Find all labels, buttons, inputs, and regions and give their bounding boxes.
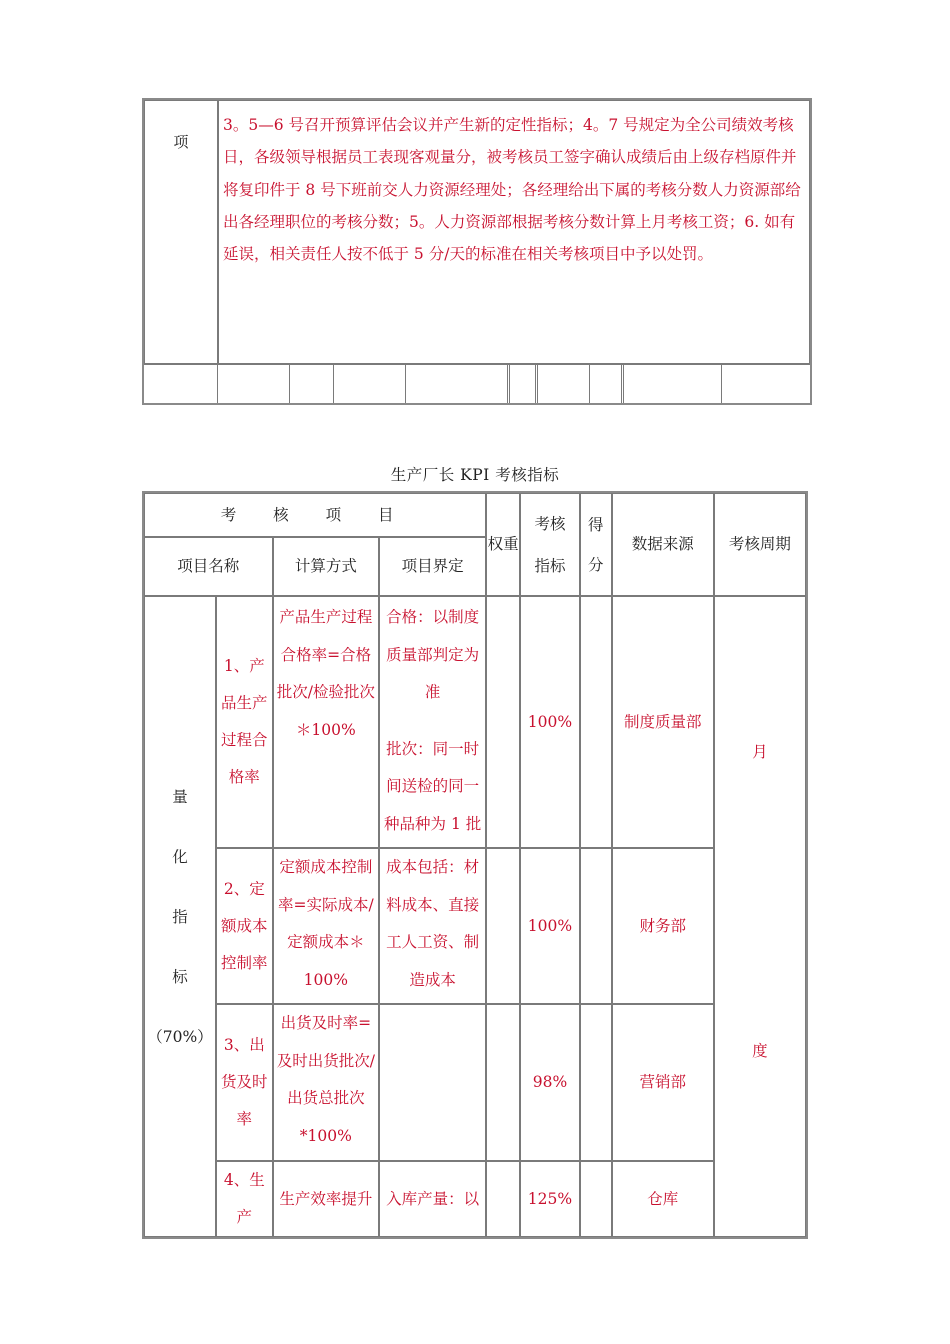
- period-cell: [714, 596, 806, 1237]
- item-source: 仓库: [612, 1161, 714, 1237]
- item-source: 财务部: [612, 848, 714, 1004]
- col-scope: 项目界定: [379, 537, 486, 596]
- item-scope-part: 合格：以制度质量部判定为准: [386, 608, 480, 701]
- item-calc: 生产效率提升: [273, 1161, 379, 1237]
- category-char: 指: [172, 907, 188, 926]
- category-cell: [144, 596, 216, 1237]
- item-scope: 入库产量：以: [379, 1161, 486, 1237]
- item-scope: [379, 1004, 486, 1161]
- item-name: 1、产品生产过程合格率: [216, 596, 273, 848]
- item-score: [580, 1004, 612, 1161]
- item-score: [580, 1161, 612, 1237]
- continuation-table: [142, 98, 812, 405]
- col-target-line1: 考核: [534, 514, 566, 533]
- item-target: 125%: [520, 1161, 580, 1237]
- col-name: 项目名称: [144, 537, 273, 596]
- item-score: [580, 596, 612, 848]
- item-weight: [486, 596, 520, 848]
- row-label: 项: [144, 100, 218, 364]
- group-header: 考 核 项 目: [144, 493, 486, 537]
- kpi-table: [142, 491, 808, 1239]
- item-name: 3、出货及时率: [216, 1004, 273, 1161]
- period-part-month: 月: [752, 743, 768, 761]
- col-weight: 权重: [486, 493, 520, 596]
- item-score: [580, 848, 612, 1004]
- item-scope: [379, 596, 486, 848]
- category-weight: （70%）: [147, 1027, 213, 1046]
- item-target: 98%: [520, 1004, 580, 1161]
- item-weight: [486, 1161, 520, 1237]
- col-source: 数据来源: [612, 493, 714, 596]
- item-weight: [486, 1004, 520, 1161]
- item-calc: 出货及时率=及时出货批次/出货总批次*100%: [273, 1004, 379, 1161]
- col-score-line2: 分: [588, 555, 604, 574]
- item-target: 100%: [520, 596, 580, 848]
- category-char: 标: [172, 967, 188, 986]
- item-calc: 定额成本控制率=实际成本/定额成本＊100%: [273, 848, 379, 1004]
- item-scope-part: 批次：同一时间送检的同一种品种为 1 批: [384, 739, 482, 833]
- empty-row: [144, 364, 810, 403]
- kpi-title: 生产厂长 KPI 考核指标: [390, 466, 560, 484]
- item-source: 营销部: [612, 1004, 714, 1161]
- item-weight: [486, 848, 520, 1004]
- process-description: 3。5—6 号召开预算评估会议并产生新的定性指标；4。7 号规定为全公司绩效考核日，各级领导根据员工表现客观量分，被考核员工签字确认成绩后由上级存档原件并将复印件于 8 号下班前交人力资源经理处；各经理给出下属的考核分数人力资源部给出各经理职位的考核分数；5。人力资源部根据考核分数计算上月考核工资；6. 如有延误，相关责任人按不低于 5 分/天的标准在相关考核项目中予以处罚。: [218, 100, 810, 364]
- item-scope: 成本包括：材料成本、直接工人工资、制造成本: [379, 848, 486, 1004]
- col-target-line2: 指标: [534, 556, 566, 575]
- col-period: 考核周期: [714, 493, 806, 596]
- col-calc: 计算方式: [273, 537, 379, 596]
- col-score: [580, 493, 612, 596]
- category-char: 化: [172, 847, 188, 866]
- category-char: 量: [172, 787, 188, 806]
- col-score-line1: 得: [588, 515, 604, 534]
- item-name: 4、生产: [216, 1161, 273, 1237]
- item-name: 2、定额成本控制率: [216, 848, 273, 1004]
- col-target: [520, 493, 580, 596]
- period-part-degree: 度: [752, 1042, 768, 1060]
- item-source: 制度质量部: [612, 596, 714, 848]
- item-target: 100%: [520, 848, 580, 1004]
- item-calc: 产品生产过程合格率=合格批次/检验批次＊100%: [273, 596, 379, 848]
